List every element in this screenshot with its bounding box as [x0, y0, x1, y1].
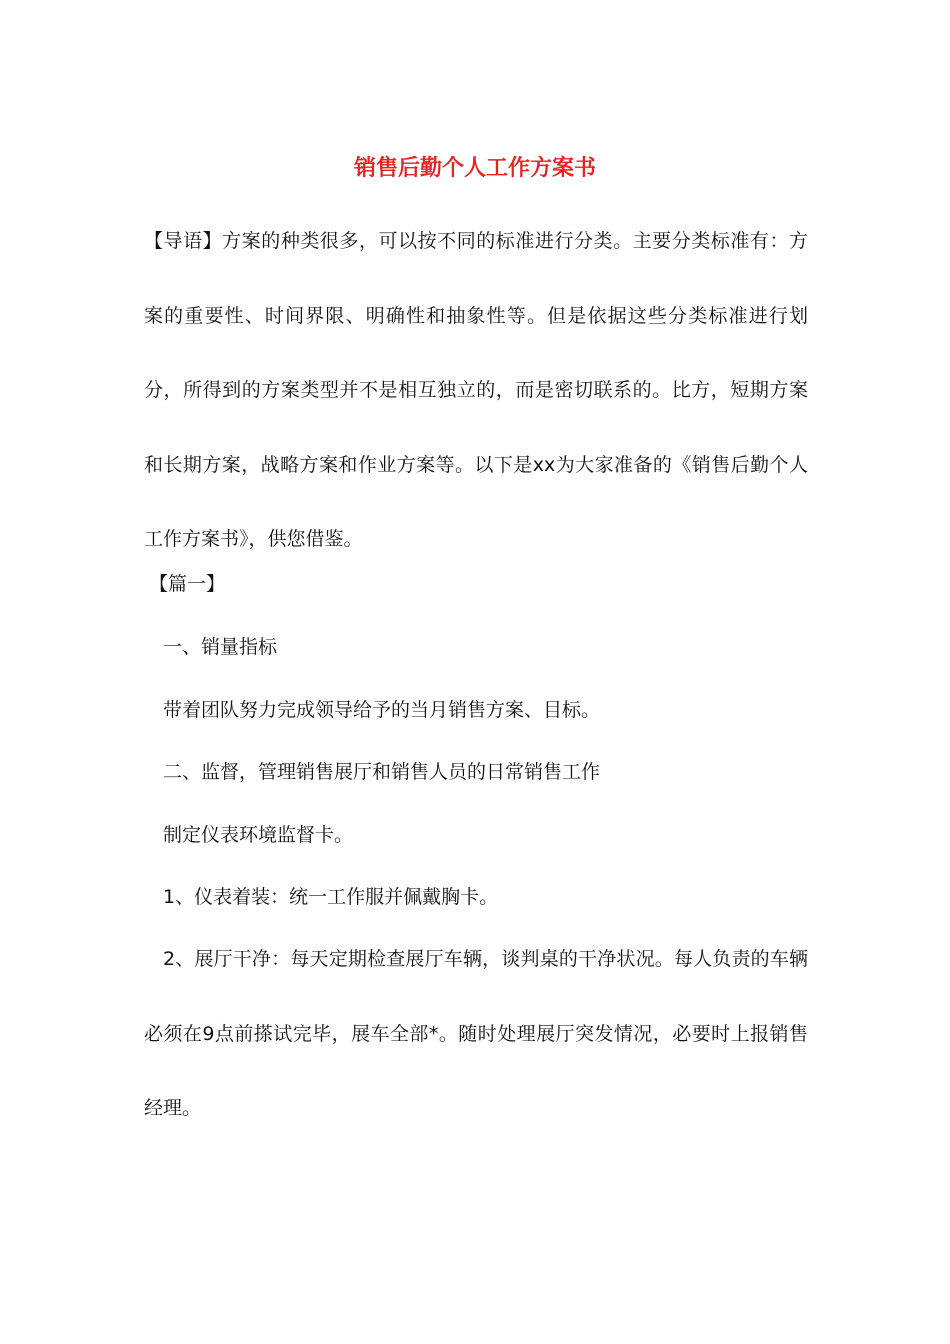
intro-paragraph: 【导语】方案的种类很多，可以按不同的标准进行分类。主要分类标准有：方案的重要性、时间界限、明确性和抽象性等。但是依据这些分类标准进行划分，所得到的方案类型并不是相互独立的，而是密切联系的。比方，短期方案和长期方案，战略方案和作业方案等。以下是xx为大家准备的《销售后勤个人工作方案书》，供您借鉴。 — [144, 230, 808, 550]
point1-text: 1、仪表着装：统一工作服并佩戴胸卡。 — [163, 886, 499, 908]
item2-text: 制定仪表环境监督卡。 — [163, 824, 354, 846]
document-title: 销售后勤个人工作方案书 — [353, 155, 596, 181]
item2-heading: 二、监督，管理销售展厅和销售人员的日常销售工作 — [163, 761, 601, 783]
point2-paragraph: 2、展厅干净：每天定期检查展厅车辆，谈判桌的干净状况。每人负责的车辆必须在9点前搽试完毕，展车全部*。随时处理展厅突发情况，必要时上报销售经理。 — [144, 948, 808, 1119]
item1-text: 带着团队努力完成领导给予的当月销售方案、目标。 — [163, 699, 601, 721]
section-heading: 【篇一】 — [149, 573, 226, 595]
item1-heading: 一、销量指标 — [163, 636, 278, 658]
